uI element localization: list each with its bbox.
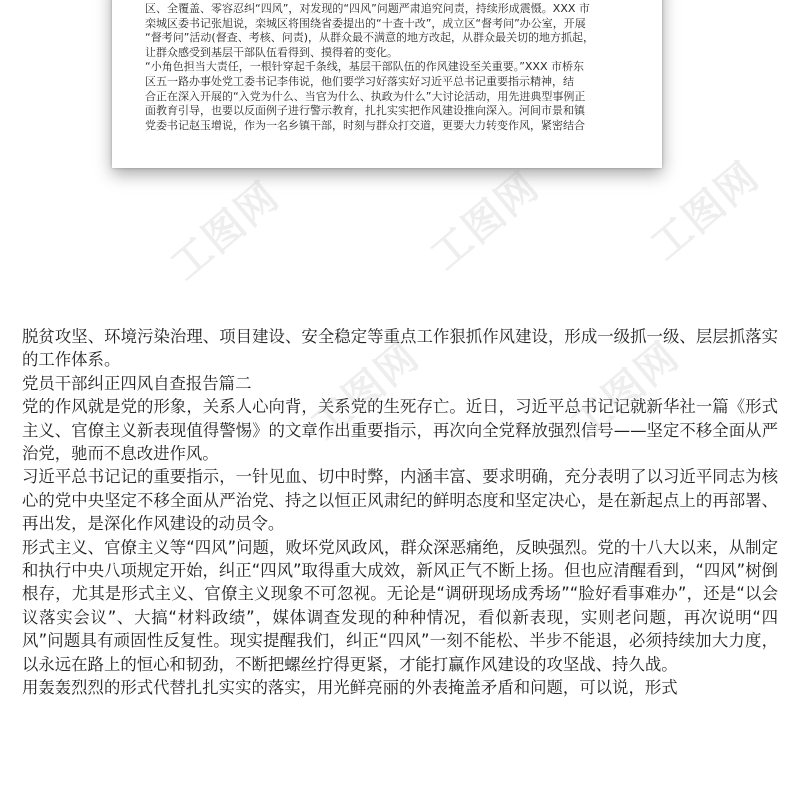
document-preview-page	[112, 0, 662, 168]
preview-text-line: “小角色担当大责任，一根针穿起千条线，基层干部队伍的作风建设至关重要。”XXX 市桥东	[145, 60, 584, 74]
body-paragraph: 党的作风就是党的形象，关系人心向背，关系党的生死存亡。近日，习近平总书记记就新华社一篇《形式主义、官僚主义新表现值得警惕》的文章作出重要指示，再次向全党释放强烈信号——坚定不移全面从严治党，驰而不息改进作风。	[22, 397, 778, 464]
preview-text-line: “督考问”活动(督查、考核、问责)，从群众最不满意的地方改起，从群众最关切的地方抓起，	[145, 31, 594, 45]
watermark-text: 工图网	[302, 333, 429, 450]
body-paragraph: 形式主义、官僚主义等“四风”问题，败坏党风政风，群众深恶痛绝，反映强烈。党的十八大以来，从制定和执行中央八项规定开始，纠正“四风”取得重大成效，新风正气不断上扬。但也应清醒看到，“四风”树倒根存，尤其是形式主义、官僚主义现象不可忽视。无论是“调研现场成秀场”“脸好看事难办”，还是“以会议落实会议”、大搞“材料政绩”，媒体调查发现的种种情况，看似新表现，实则老问题，再次说明“四风”问题具有顽固性反复性。现实提醒我们，纠正“四风”一刻不能松、半步不能退，必须持续加大力度，以永远在路上的恒心和韧劲，不断把螺丝拧得更紧，才能打赢作风建设的攻坚战、持久战。	[22, 537, 778, 674]
watermark-text: 工图网	[562, 333, 689, 450]
preview-text-line: 合正在深入开展的“入党为什么、当官为什么、执政为什么”大讨论活动，用先进典型事例正	[145, 89, 586, 103]
watermark-text: 工图网	[422, 163, 549, 280]
body-paragraph: 脱贫攻坚、环境污染治理、项目建设、安全稳定等重点工作狠抓作风建设，形成一级抓一级、层层抓落实的工作体系。	[22, 327, 778, 370]
preview-text-line: 党委书记赵玉增说，作为一名乡镇干部，时刻与群众打交道，更要大力转变作风，紧密结合	[145, 118, 585, 132]
preview-text-line: 区、全覆盖、零容忍纠“四风”，对发现的“四风”问题严肃追究问责，持续形成震慑。XXX 市	[145, 2, 590, 15]
preview-text-line: 栾城区委书记张旭说，栾城区将围绕省委提出的“十查十改”，成立区“督考问”办公室，开展	[145, 16, 586, 30]
article-body	[22, 325, 778, 700]
body-paragraph: 用轰轰烈烈的形式代替扎扎实实的落实，用光鲜亮丽的外表掩盖矛盾和问题，可以说，形式	[22, 678, 678, 698]
watermark-text: 工图网	[162, 173, 289, 290]
preview-text-line: 区五一路办事处党工委书记李伟说，他们要学习好落实好习近平总书记重要指示精神，结	[145, 74, 574, 88]
section-heading: 党员干部纠正四风自查报告篇二	[22, 373, 252, 393]
preview-text-block	[145, 2, 648, 133]
body-paragraph: 习近平总书记记的重要指示，一针见血、切中时弊，内涵丰富、要求明确，充分表明了以习近平同志为核心的党中央坚定不移全面从严治党、持之以恒正风肃纪的鲜明态度和坚定决心，是在新起点上的再部署、再出发，是深化作风建设的动员令。	[22, 467, 778, 534]
preview-text-line: 让群众感受到基层干部队伍看得到、摸得着的变化。	[145, 45, 398, 59]
watermark-text: 工图网	[642, 153, 769, 270]
preview-text-line: 面教育引导，也要以反面例子进行警示教育，扎扎实实把作风建设推向深入。河间市景和镇	[145, 104, 585, 118]
